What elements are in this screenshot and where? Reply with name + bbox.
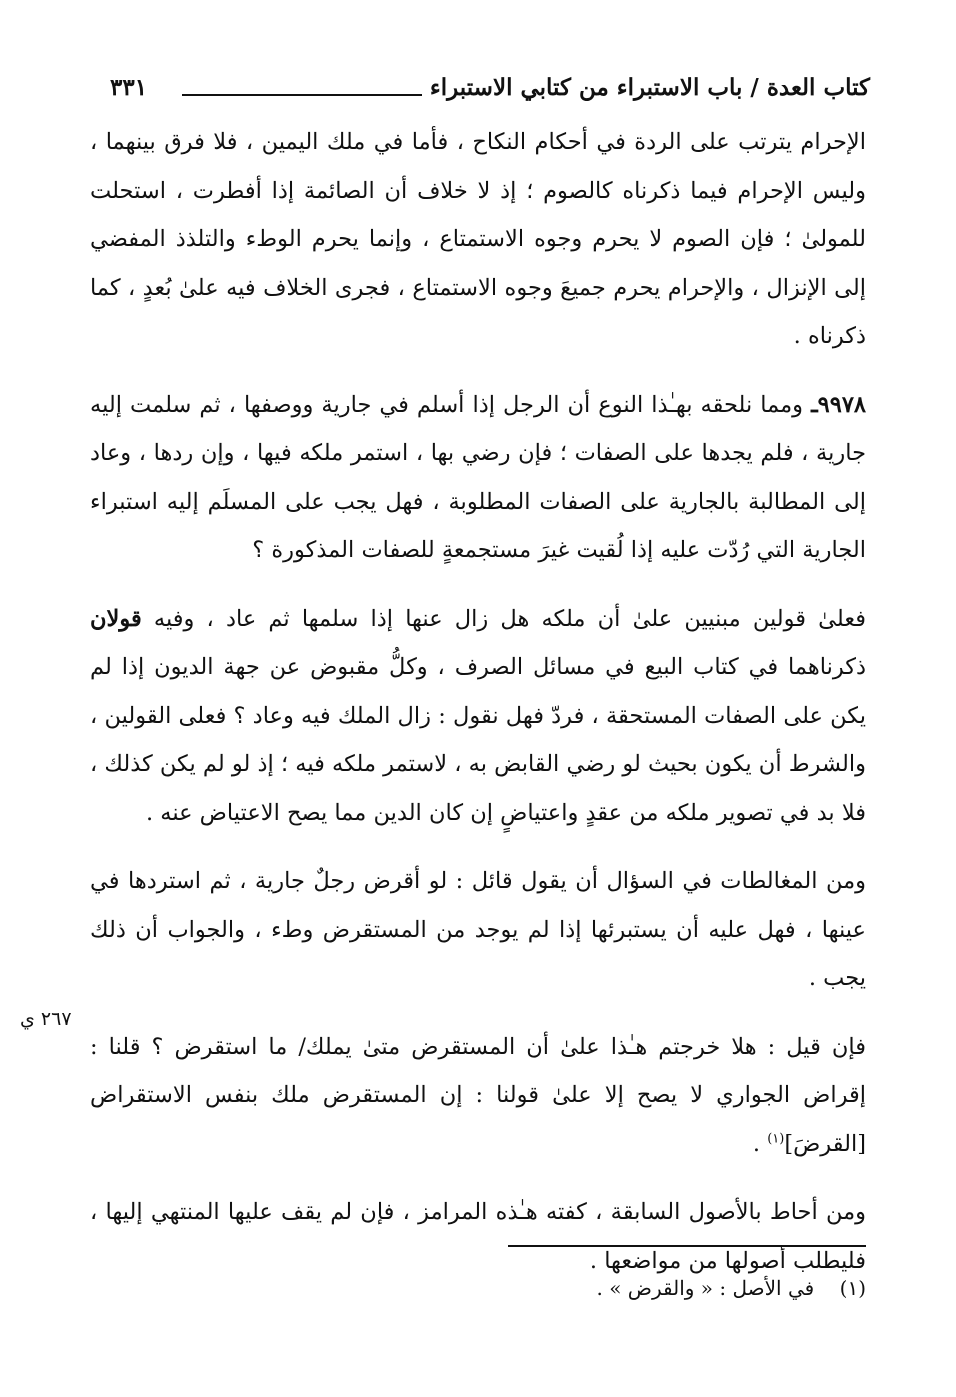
paragraph-2 xyxy=(90,381,866,575)
footnote-separator xyxy=(508,1245,866,1247)
paragraph-text: ومن أحاط بالأصول السابقة ، كفته هـٰذه المرامز ، فإن لم يقف عليها المنتهي إليها ، فليطلب أصولها من مواضعها . xyxy=(90,1199,866,1274)
paragraph-5 xyxy=(90,1023,866,1169)
paragraph-3 xyxy=(90,595,866,838)
footnote-reference[interactable]: (١) xyxy=(767,1131,785,1146)
header-title: كتاب العدة / باب الاستبراء من كتابي الاستبراء xyxy=(429,74,870,101)
paragraph-text: ومما نلحقه بهـٰذا النوع أن الرجل إذا أسلم في جارية ووصفها ، ثم سلمت إليه جارية ، فلم يجدها على الصفات ؛ فإن رضي بها ، استمر ملكه فيها ، وإن ردها ، وعاد إلى المطالبة بالجارية على الصفات المطلوبة ، فهل يجب على المسلَم إليه استبراء الجارية التي رُدّت عليه إذا لُقيت غيرَ مستجمعةٍ للصفات المذكورة ؟ xyxy=(90,391,866,563)
paragraph-6 xyxy=(90,1188,866,1285)
paragraph-text: ومن المغالطات في السؤال أن يقول قائل : لو أقرض رجلٌ جارية ، ثم استردها في عينها ، فهل عليه أن يستبرئها إذا لم يوجد من المستقرض وطء ، والجواب أن ذلك يجب . xyxy=(90,868,866,991)
paragraph-text-tail: . xyxy=(752,1130,768,1157)
page-number: ٣٣١ xyxy=(110,74,148,101)
main-text xyxy=(90,118,866,1285)
header-rule xyxy=(182,94,422,96)
footnote-text: في الأصل : « والقرض » . xyxy=(596,1276,815,1300)
footnote xyxy=(106,1276,866,1300)
paragraph-text: فإن قيل : هلا خرجتم هـٰذا علىٰ أن المستقرض متىٰ يملك/ ما استقرض ؟ قلنا : إقراض الجواري لا يصح إلا علىٰ قولنا : إن المستقرض ملك بنفس الاستقراض [القرضَ] xyxy=(90,1033,866,1157)
paragraph-4 xyxy=(90,857,866,1003)
paragraph-1 xyxy=(90,118,866,361)
manuscript-folio-note: ٢٦٧ ي xyxy=(20,1008,72,1030)
bold-term: قولان xyxy=(90,605,142,632)
running-header xyxy=(110,72,870,112)
footnote-number: (١) xyxy=(839,1276,866,1300)
paragraph-text: الإحرام يترتب على الردة في أحكام النكاح ، فأما في ملك اليمين ، فلا فرق بينهما ، وليس الإحرام فيما ذكرناه كالصوم ؛ إذ لا خلاف أن الصائمة إذا أفطرت ، استحلت للمولىٰ ؛ فإن الصوم لا يحرم وجوه الاستمتاع ، وإنما يحرم الوطء والتلذذ المفضي إلى الإنزال ، والإحرام يحرم جميعَ وجوه الاستمتاع ، فجرى الخلاف فيه علىٰ بُعدٍ ، كما ذكرناه . xyxy=(90,129,866,349)
issue-number: ٩٩٧٨ـ xyxy=(811,391,866,418)
paragraph-text-start: فعلىٰ قولين مبنيين علىٰ أن ملكه هل زال عنها إذا سلمها ثم عاد ، وفيه xyxy=(141,605,866,632)
paragraph-text-end: ذكرناهما في كتاب البيع في مسائل الصرف ، وكلُّ مقبوض عن جهة الديون إذا لم يكن على الصفات المستحقة ، فردّ فهل نقول : زال الملك فيه وعاد ؟ فعلى القولين ، والشرط أن يكون بحيث لو رضي القابض به ، لاستمر ملكه فيه ؛ إذ لو لم يكن كذلك ، فلا بد في تصوير ملكه من عقدٍ واعتياضٍ إن كان الدين مما يصح الاعتياض عنه . xyxy=(90,654,866,826)
